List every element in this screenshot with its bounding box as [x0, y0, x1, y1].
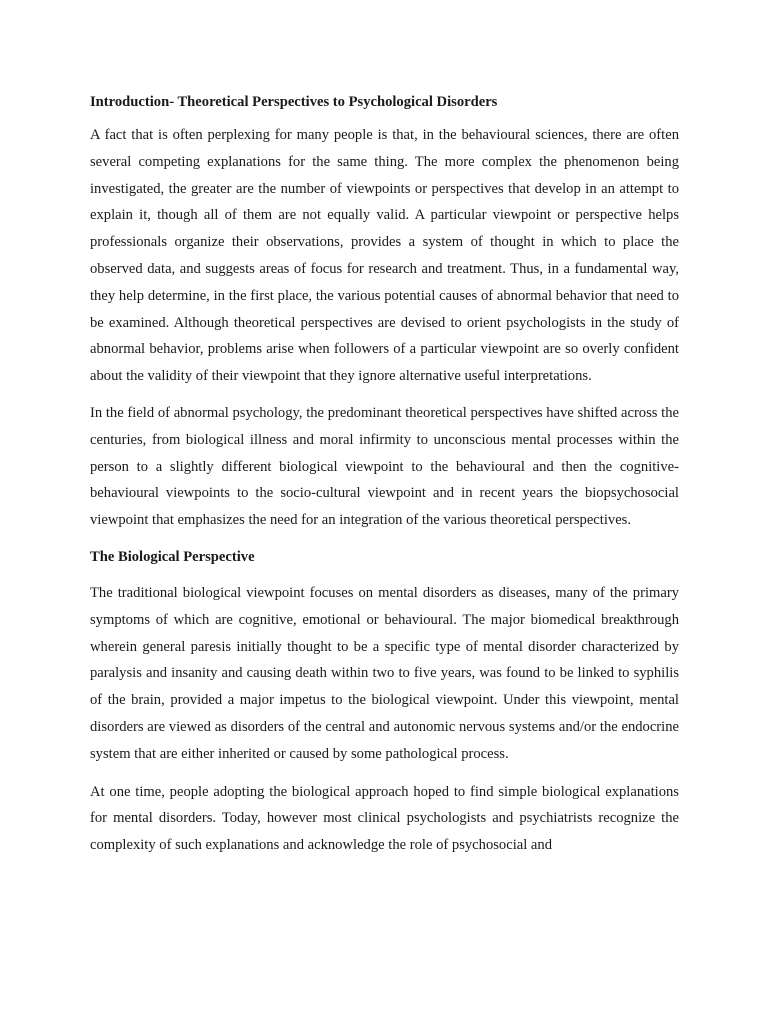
heading-introduction: Introduction- Theoretical Perspectives to Psychological Disorders [90, 94, 498, 110]
paragraph-shifting-perspectives: In the field of abnormal psychology, the predominant theoretical perspectives have shifted across the centuries, from biological illness and moral infirmity to unconscious mental processes within the person to a slightly different biological viewpoint to the behavioural and then the cognitive-behavioural viewpoints to the socio-cultural viewpoint and in recent years the biopsychosocial viewpoint that emphasizes the need for an integration of the various theoretical perspectives. [90, 404, 679, 529]
heading-biological-perspective: The Biological Perspective [90, 548, 255, 565]
document-page [90, 91, 679, 859]
paragraph-biological-approach: At one time, people adopting the biological approach hoped to find simple biological explanations for mental disorders. Today, however most clinical psychologists and psychiatrists recognize the complexity of such explanations and acknowledge the role of psychosocial and [90, 783, 679, 854]
paragraph-competing-explanations: A fact that is often perplexing for many people is that, in the behavioural sciences, there are often several competing explanations for the same thing. The more complex the phenomenon being investigated, the greater are the number of viewpoints or perspectives that develop in an attempt to explain it, though all of them are not equally valid. A particular viewpoint or perspective helps professionals organize their observations, provides a system of thought in which to place the observed data, and suggests areas of focus for research and treatment. Thus, in a fundamental way, they help determine, in the first place, the various potential causes of abnormal behavior that need to be examined. Although theoretical perspectives are devised to orient psychologists in the study of abnormal behavior, problems arise when followers of a particular viewpoint are so overly confident about the validity of their viewpoint that they ignore alternative useful interpretations. [90, 127, 679, 385]
paragraph-biological-viewpoint: The traditional biological viewpoint focuses on mental disorders as diseases, many of the primary symptoms of which are cognitive, emotional or behavioural. The major biomedical breakthrough wherein general paresis initially thought to be a specific type of mental disorder characterized by paralysis and insanity and causing death within two to five years, was found to be linked to syphilis of the brain, provided a major impetus to the biological viewpoint. Under this viewpoint, mental disorders are viewed as disorders of the central and autonomic nervous systems and/or the endocrine system that are either inherited or caused by some pathological process. [90, 584, 679, 762]
